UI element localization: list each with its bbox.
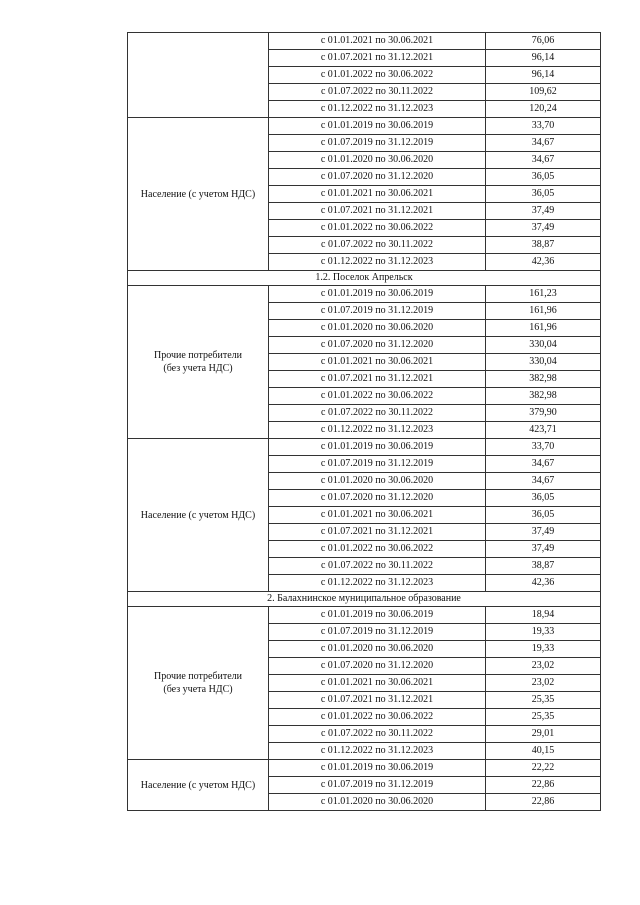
tariff-value-cell: 36,05 <box>486 490 601 507</box>
table-row <box>128 439 601 456</box>
tariff-value-cell: 423,71 <box>486 422 601 439</box>
period-cell: с 01.07.2020 по 31.12.2020 <box>269 490 486 507</box>
period-cell: с 01.07.2019 по 31.12.2019 <box>269 303 486 320</box>
tariff-value-cell: 382,98 <box>486 388 601 405</box>
period-cell: с 01.01.2019 по 30.06.2019 <box>269 286 486 303</box>
section-title: 2. Балахнинское муниципальное образование <box>128 592 601 607</box>
tariff-value-cell: 18,94 <box>486 607 601 624</box>
period-cell: с 01.01.2019 по 30.06.2019 <box>269 439 486 456</box>
period-cell: с 01.01.2021 по 30.06.2021 <box>269 186 486 203</box>
tariff-value-cell: 330,04 <box>486 337 601 354</box>
section-title: 1.2. Поселок Апрельск <box>128 271 601 286</box>
period-cell: с 01.12.2022 по 31.12.2023 <box>269 101 486 118</box>
tariff-value-cell: 37,49 <box>486 220 601 237</box>
tariff-value-cell: 25,35 <box>486 709 601 726</box>
consumer-category-cell: Прочие потребители (без учета НДС) <box>128 607 269 760</box>
period-cell: с 01.01.2020 по 30.06.2020 <box>269 641 486 658</box>
consumer-category-cell <box>128 33 269 118</box>
period-cell: с 01.01.2020 по 30.06.2020 <box>269 473 486 490</box>
period-cell: с 01.07.2019 по 31.12.2019 <box>269 456 486 473</box>
period-cell: с 01.01.2021 по 30.06.2021 <box>269 33 486 50</box>
period-cell: с 01.07.2021 по 31.12.2021 <box>269 524 486 541</box>
period-cell: с 01.12.2022 по 31.12.2023 <box>269 254 486 271</box>
period-cell: с 01.12.2022 по 31.12.2023 <box>269 422 486 439</box>
period-cell: с 01.12.2022 по 31.12.2023 <box>269 743 486 760</box>
tariff-value-cell: 22,86 <box>486 777 601 794</box>
period-cell: с 01.07.2022 по 30.11.2022 <box>269 237 486 254</box>
consumer-category-cell: Население (с учетом НДС) <box>128 760 269 811</box>
period-cell: с 01.01.2021 по 30.06.2021 <box>269 675 486 692</box>
tariff-value-cell: 379,90 <box>486 405 601 422</box>
consumer-category-cell: Прочие потребители (без учета НДС) <box>128 286 269 439</box>
tariff-value-cell: 96,14 <box>486 50 601 67</box>
tariff-value-cell: 42,36 <box>486 575 601 592</box>
tariff-value-cell: 22,86 <box>486 794 601 811</box>
period-cell: с 01.07.2021 по 31.12.2021 <box>269 50 486 67</box>
tariff-value-cell: 23,02 <box>486 675 601 692</box>
period-cell: с 01.01.2019 по 30.06.2019 <box>269 118 486 135</box>
tariff-value-cell: 29,01 <box>486 726 601 743</box>
period-cell: с 01.01.2021 по 30.06.2021 <box>269 354 486 371</box>
period-cell: с 01.07.2020 по 31.12.2020 <box>269 169 486 186</box>
period-cell: с 01.07.2022 по 30.11.2022 <box>269 726 486 743</box>
period-cell: с 01.07.2020 по 31.12.2020 <box>269 658 486 675</box>
tariff-value-cell: 19,33 <box>486 641 601 658</box>
tariff-value-cell: 25,35 <box>486 692 601 709</box>
period-cell: с 01.01.2019 по 30.06.2019 <box>269 760 486 777</box>
tariff-value-cell: 40,15 <box>486 743 601 760</box>
period-cell: с 01.07.2021 по 31.12.2021 <box>269 203 486 220</box>
tariff-value-cell: 36,05 <box>486 186 601 203</box>
period-cell: с 01.01.2019 по 30.06.2019 <box>269 607 486 624</box>
consumer-category-cell: Население (с учетом НДС) <box>128 439 269 592</box>
period-cell: с 01.01.2022 по 30.06.2022 <box>269 67 486 84</box>
period-cell: с 01.07.2020 по 31.12.2020 <box>269 337 486 354</box>
period-cell: с 01.07.2021 по 31.12.2021 <box>269 692 486 709</box>
period-cell: с 01.01.2021 по 30.06.2021 <box>269 507 486 524</box>
period-cell: с 01.07.2022 по 30.11.2022 <box>269 405 486 422</box>
tariff-value-cell: 382,98 <box>486 371 601 388</box>
tariff-value-cell: 34,67 <box>486 473 601 490</box>
period-cell: с 01.07.2022 по 30.11.2022 <box>269 84 486 101</box>
tariff-value-cell: 161,23 <box>486 286 601 303</box>
period-cell: с 01.07.2019 по 31.12.2019 <box>269 777 486 794</box>
tariff-value-cell: 37,49 <box>486 541 601 558</box>
table-row <box>128 33 601 50</box>
tariff-value-cell: 38,87 <box>486 558 601 575</box>
consumer-category-cell: Население (с учетом НДС) <box>128 118 269 271</box>
table-row <box>128 760 601 777</box>
tariff-table <box>127 32 601 811</box>
tariff-value-cell: 120,24 <box>486 101 601 118</box>
tariff-value-cell: 34,67 <box>486 135 601 152</box>
tariff-value-cell: 109,62 <box>486 84 601 101</box>
tariff-value-cell: 22,22 <box>486 760 601 777</box>
table-row <box>128 607 601 624</box>
period-cell: с 01.01.2020 по 30.06.2020 <box>269 320 486 337</box>
period-cell: с 01.01.2020 по 30.06.2020 <box>269 152 486 169</box>
period-cell: с 01.07.2022 по 30.11.2022 <box>269 558 486 575</box>
period-cell: с 01.07.2019 по 31.12.2019 <box>269 624 486 641</box>
table-row <box>128 286 601 303</box>
tariff-value-cell: 76,06 <box>486 33 601 50</box>
tariff-value-cell: 23,02 <box>486 658 601 675</box>
tariff-table-body <box>128 33 601 811</box>
tariff-value-cell: 96,14 <box>486 67 601 84</box>
tariff-value-cell: 37,49 <box>486 203 601 220</box>
section-row <box>128 271 601 286</box>
tariff-value-cell: 36,05 <box>486 169 601 186</box>
tariff-value-cell: 38,87 <box>486 237 601 254</box>
tariff-value-cell: 36,05 <box>486 507 601 524</box>
period-cell: с 01.01.2022 по 30.06.2022 <box>269 541 486 558</box>
tariff-value-cell: 19,33 <box>486 624 601 641</box>
period-cell: с 01.01.2020 по 30.06.2020 <box>269 794 486 811</box>
section-row <box>128 592 601 607</box>
tariff-value-cell: 161,96 <box>486 303 601 320</box>
period-cell: с 01.07.2021 по 31.12.2021 <box>269 371 486 388</box>
tariff-value-cell: 37,49 <box>486 524 601 541</box>
table-row <box>128 118 601 135</box>
period-cell: с 01.01.2022 по 30.06.2022 <box>269 388 486 405</box>
tariff-value-cell: 42,36 <box>486 254 601 271</box>
tariff-value-cell: 34,67 <box>486 456 601 473</box>
tariff-value-cell: 34,67 <box>486 152 601 169</box>
period-cell: с 01.01.2022 по 30.06.2022 <box>269 220 486 237</box>
period-cell: с 01.12.2022 по 31.12.2023 <box>269 575 486 592</box>
period-cell: с 01.07.2019 по 31.12.2019 <box>269 135 486 152</box>
tariff-value-cell: 330,04 <box>486 354 601 371</box>
tariff-value-cell: 33,70 <box>486 439 601 456</box>
tariff-value-cell: 161,96 <box>486 320 601 337</box>
period-cell: с 01.01.2022 по 30.06.2022 <box>269 709 486 726</box>
tariff-value-cell: 33,70 <box>486 118 601 135</box>
